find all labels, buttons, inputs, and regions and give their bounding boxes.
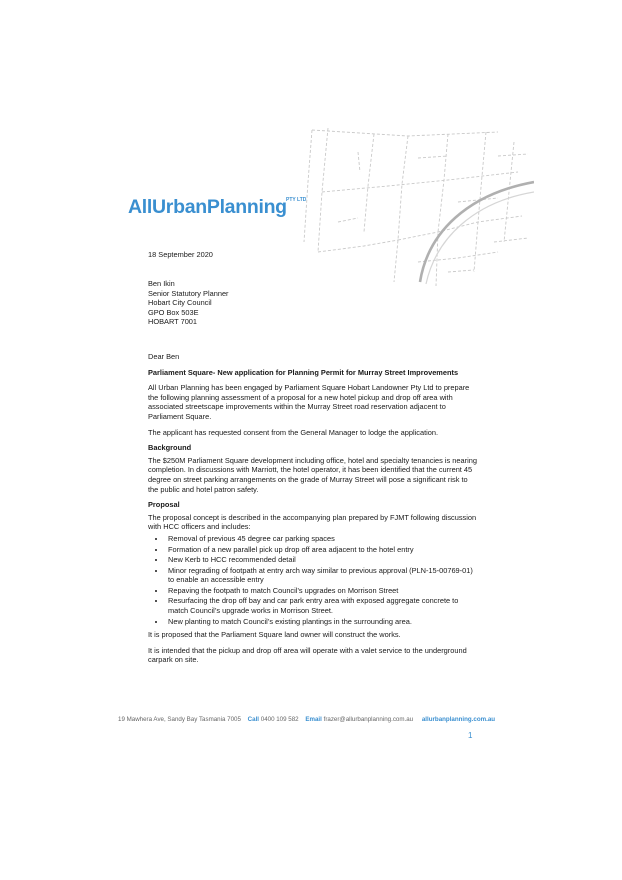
proposal-list <box>148 534 478 626</box>
closing-paragraph-2: It is intended that the pickup and drop off area will operate with a valet service to the underground carpark on site. <box>148 645 467 665</box>
proposal-heading: Proposal <box>148 500 180 510</box>
intro-paragraph: All Urban Planning has been engaged by Parliament Square Hobart Landowner Pty Ltd to prepare the following planning assessment of a proposal for a new hotel pickup and drop off area with associated streetscape improvements within the Murray Street road reservation adjacent to Parliament Square. <box>148 383 470 421</box>
subject-line: Parliament Square- New application for Planning Permit for Murray Street Improvements <box>148 367 459 377</box>
recipient-organisation: Hobart City Council <box>148 298 212 308</box>
logo-suffix: PTY LTD <box>286 197 307 203</box>
footer-address: 19 Mawhera Ave, Sandy Bay Tasmania 7005 <box>118 716 241 723</box>
consent-paragraph: The applicant has requested consent from the General Manager to lodge the application. <box>148 427 439 437</box>
footer-email: frazer@allurbanplanning.com.au <box>323 716 414 723</box>
letter-date: 18 September 2020 <box>148 250 213 259</box>
recipient-city: HOBART 7001 <box>148 317 198 327</box>
list-item: • Resurfacing the drop off bay and car park entry area with exposed aggregate concrete to match Council’s upgrade works in Morrison Street. <box>166 596 478 615</box>
footer-email-label: Email <box>305 716 322 723</box>
footer-website: allurbanplanning.com.au <box>421 716 496 723</box>
letter-body <box>148 352 478 671</box>
list-item: • New planting to match Council’s existing plantings in the surrounding area. <box>166 617 478 627</box>
recipient-title: Senior Statutory Planner <box>148 288 229 298</box>
list-item: • New Kerb to HCC recommended detail <box>166 555 478 565</box>
street-map-graphic <box>298 122 534 290</box>
background-paragraph: The $250M Parliament Square development including office, hotel and specialty tenancies is nearing completion. In discussions with Marriott, the hotel operator, it has been identified that the current 45 degree on street parking arrangements on the grade of Murray Street will pose a significant risk to the public and hotel patron safety. <box>148 455 477 494</box>
recipient-name: Ben Ikin <box>148 279 175 288</box>
page-number: 1 <box>468 731 473 740</box>
footer-call-label: Call <box>247 716 260 723</box>
list-item: • Minor regrading of footpath at entry arch way similar to previous approval (PLN-15-00769-01) to enable an accessible entry <box>166 566 478 585</box>
recipient-address <box>148 279 229 327</box>
salutation: Dear Ben <box>148 352 180 361</box>
list-item: • Repaving the footpath to match Council’s upgrades on Morrison Street <box>166 586 478 596</box>
background-heading: Background <box>148 443 192 453</box>
list-item: • Removal of previous 45 degree car parking spaces <box>166 534 478 544</box>
proposal-paragraph: The proposal concept is described in the accompanying plan prepared by FJMT following discussion with HCC officers and includes: <box>148 512 477 532</box>
footer-phone: 0400 109 582 <box>260 716 299 723</box>
closing-paragraph-1: It is proposed that the Parliament Square land owner will construct the works. <box>148 630 401 640</box>
list-item: • Formation of a new parallel pick up drop off area adjacent to the hotel entry <box>166 545 478 555</box>
recipient-po-box: GPO Box 503E <box>148 307 199 317</box>
letter-footer <box>118 716 495 723</box>
logo-text: AllUrbanPlanning <box>128 196 287 218</box>
company-logo <box>128 196 307 219</box>
